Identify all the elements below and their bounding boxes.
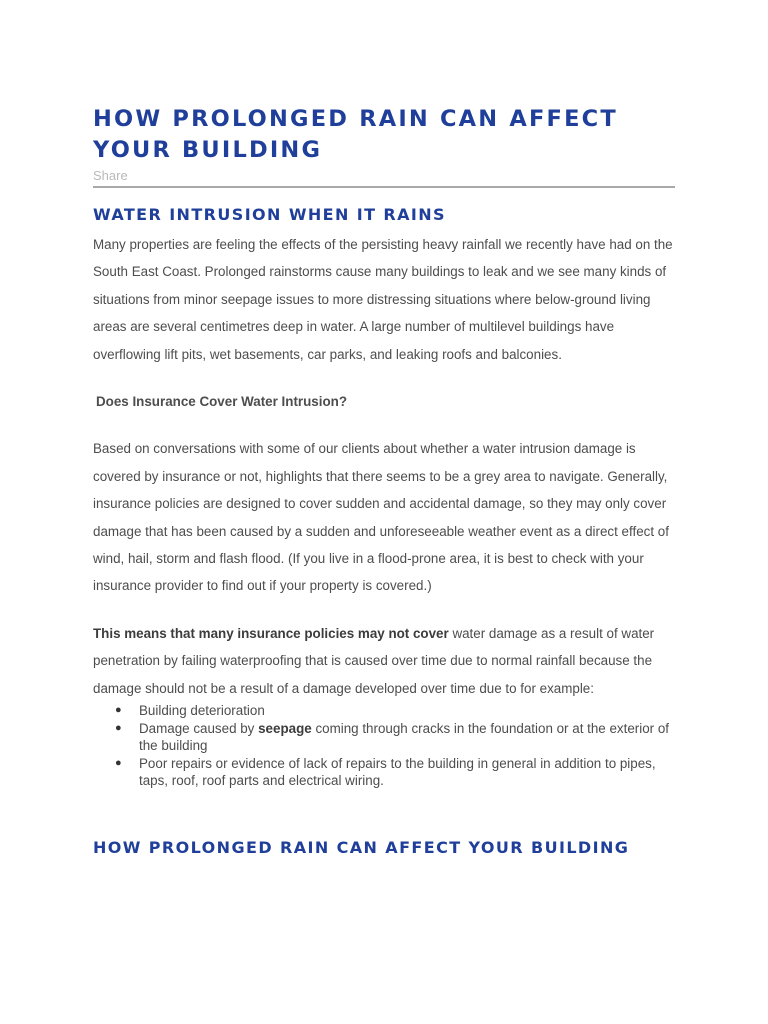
share-link[interactable]: Share [93,168,128,183]
article-body [93,104,675,859]
section-heading-prolonged-rain: HOW PROLONGED RAIN CAN AFFECT YOUR BUILDING [93,837,630,857]
insurance-paragraph: Based on conversations with some of our clients about whether a water intrusion damage is covered by insurance or not, highlights that there seems to be a grey area to navigate. Generally, insurance policies are designed to cover sudden and accidental damage, so they may only cover damage that has been caused by a sudden and unforeseeable weather event as a direct effect of wind, hail, storm and flash flood. (If you live in a flood-prone area, it is best to check with your insurance provider to find out if your property is covered.) [93,441,669,594]
intro-paragraph: Many properties are feeling the effects of the persisting heavy rainfall we recently have had on the South East Coast. Prolonged rainstorms cause many buildings to leak and we see many kinds of situations from minor seepage issues to more distressing situations where below-ground living areas are several centimetres deep in water. A large number of multilevel buildings have overflowing lift pits, wet basements, car parks, and leaking roofs and balconies. [93,237,673,362]
policy-coverage-rest: water damage as a result of water penetration by failing waterproofing that is caused over time due to normal rainfall because the damage should not be a result of a damage developed over time due to for example: [93,625,655,696]
section-heading-water-intrusion: WATER INTRUSION WHEN IT RAINS [93,205,446,224]
bullet-icon: ● [115,721,122,734]
list-item [115,755,675,790]
damage-examples-list [93,702,675,790]
list-item-text-before: Damage caused by [139,720,259,736]
insurance-subheading: Does Insurance Cover Water Intrusion? [96,394,348,410]
article-title: HOW PROLONGED RAIN CAN AFFECT YOUR BUILDING [93,106,618,163]
list-item-bold: seepage [258,720,312,736]
list-item [115,720,675,755]
list-item-text: Building deterioration [139,703,265,719]
list-item-text: Poor repairs or evidence of lack of repairs to the building in general in addition to pipes, taps, roof, roof parts and electrical wiring. [139,755,656,789]
bullet-icon: ● [115,704,122,717]
share-row [93,167,675,188]
policy-coverage-bold: This means that many insurance policies may not cover [93,625,449,641]
bullet-icon: ● [115,756,122,769]
list-item-text-after: coming through cracks in the foundation or at the exterior of the building [139,720,670,754]
list-item [115,702,675,720]
policy-coverage-paragraph [93,620,675,702]
